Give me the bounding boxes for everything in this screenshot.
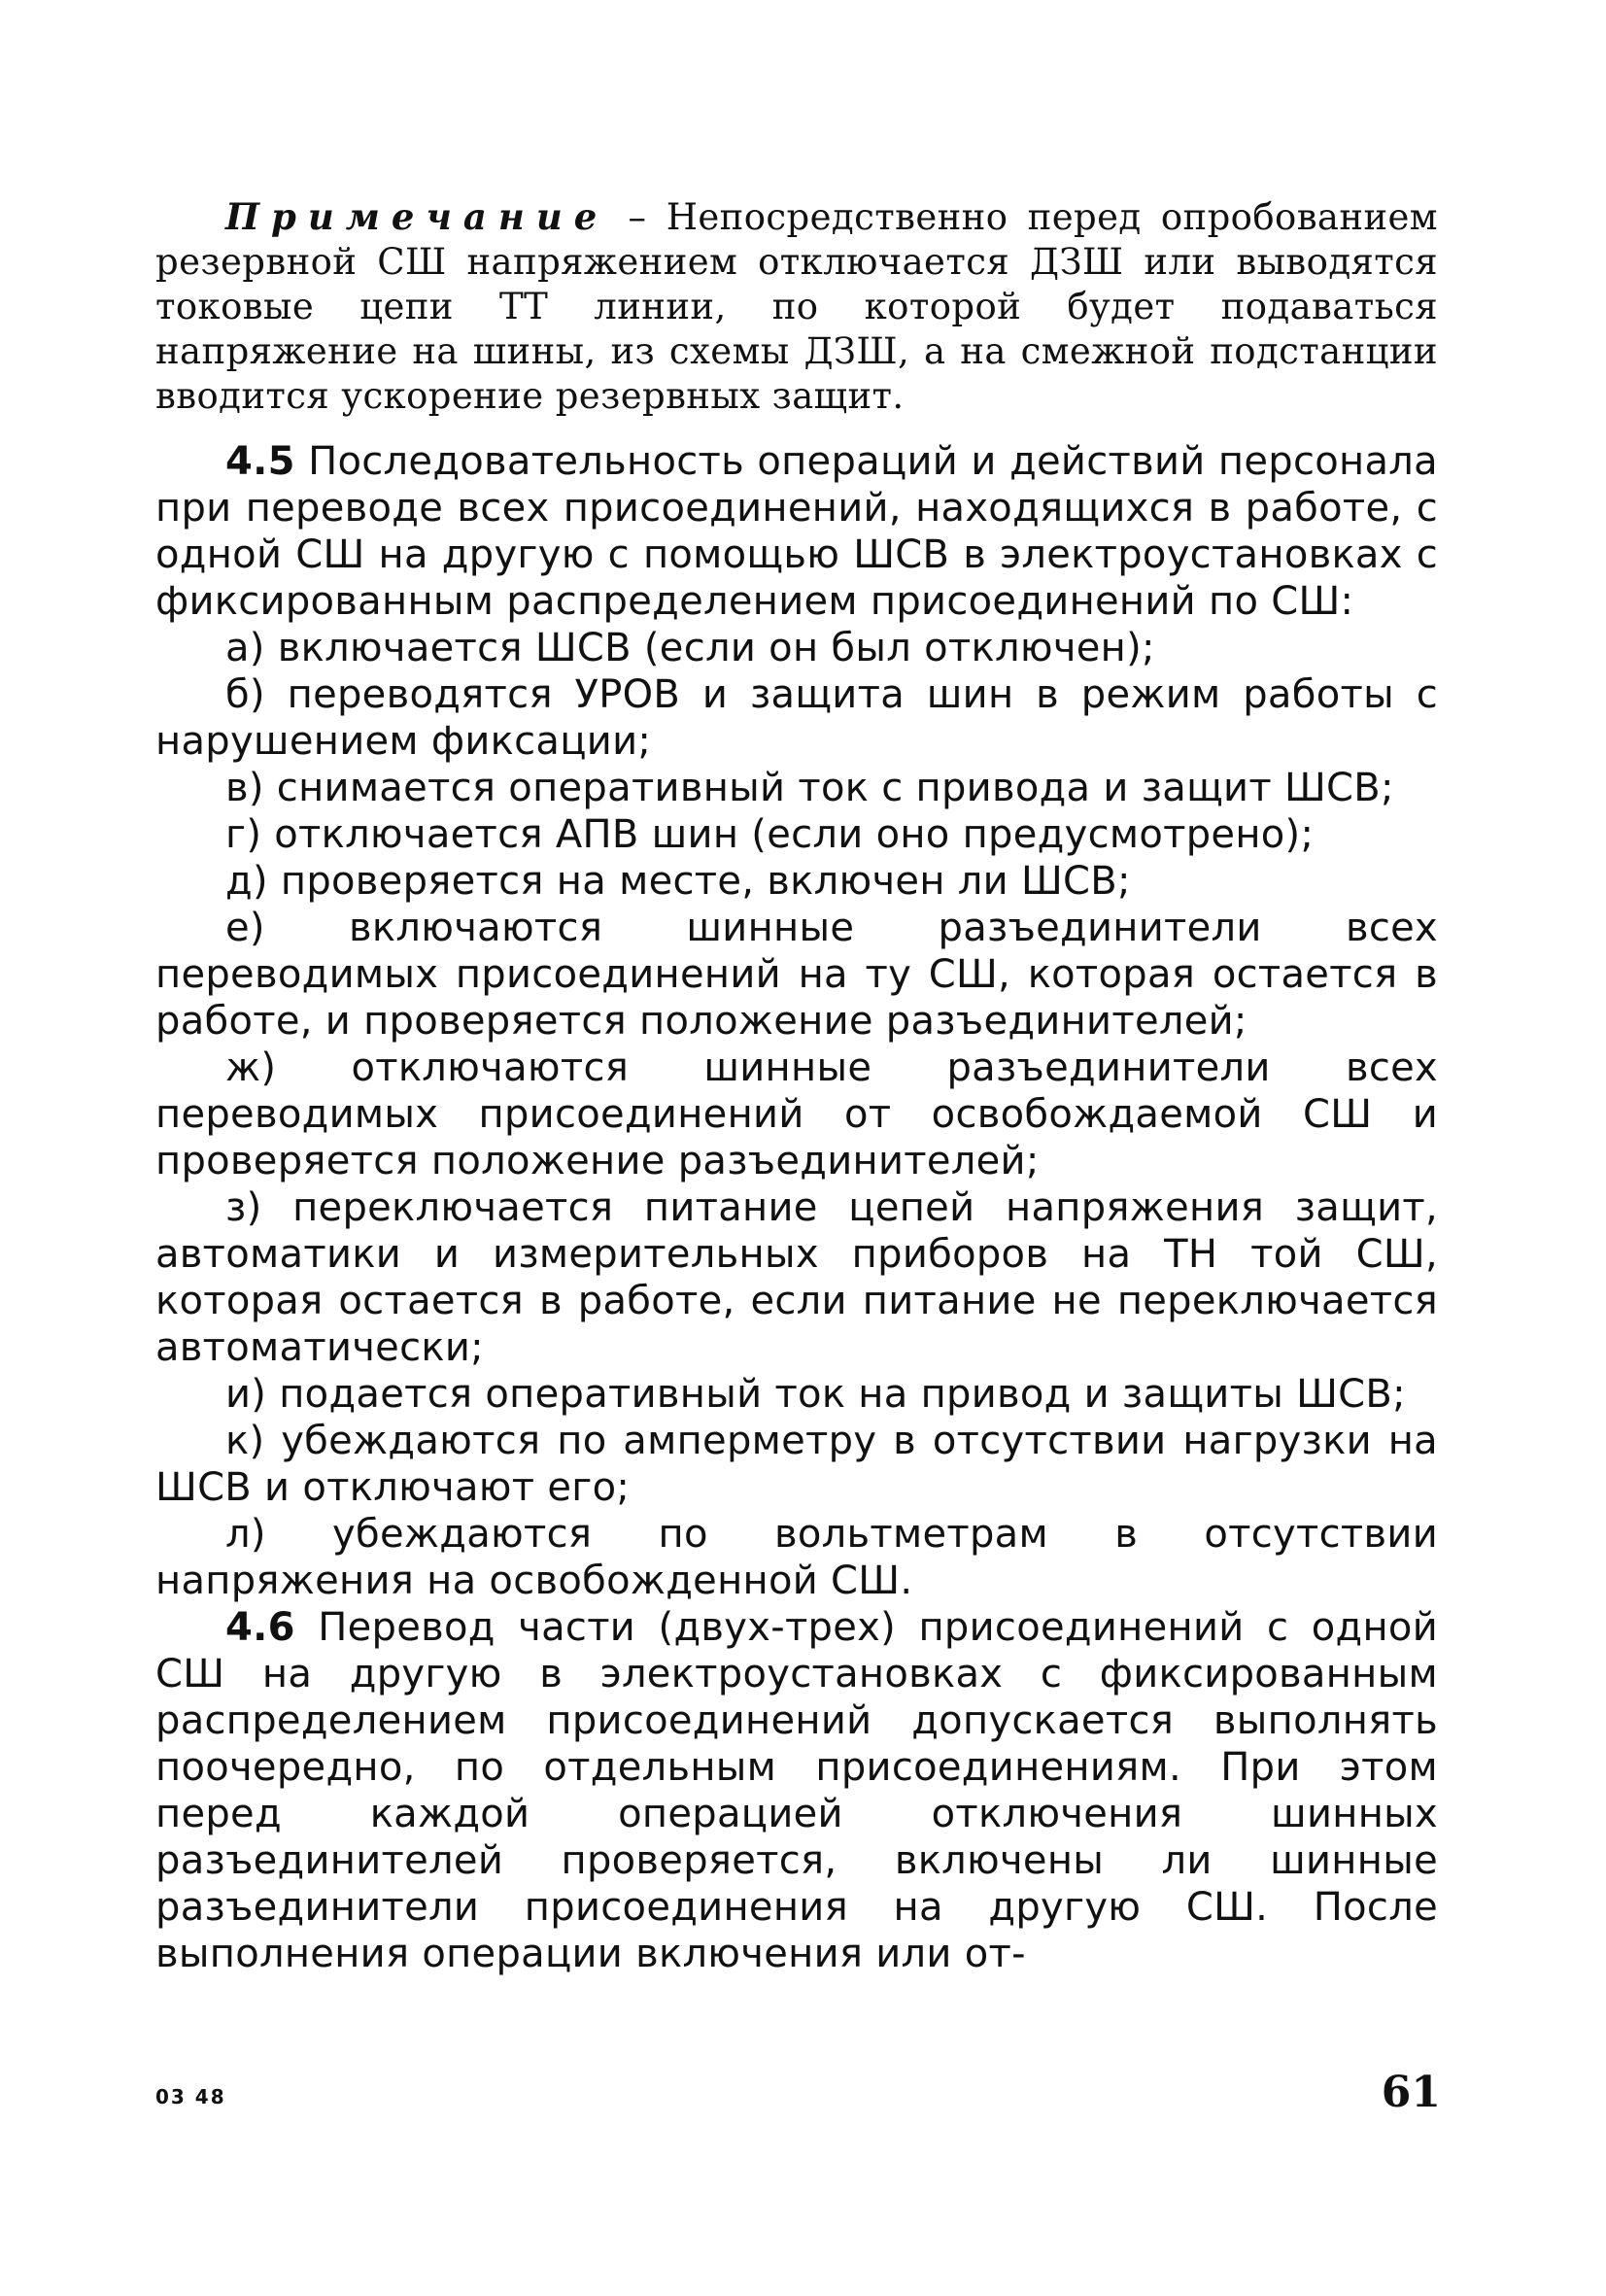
section-4-5-number: 4.5 xyxy=(225,439,295,484)
list-item-v: в) снимается оперативный ток с привода и защит ШСВ; xyxy=(225,766,1394,810)
note-paragraph xyxy=(155,194,1438,419)
section-4-6-text: Перевод части (двух-трех) присоединений с одной СШ на другую в электроустановках с фиксированным распределением присоединений допускается выполнять поочередно, по отдельным присоединениям. При этом перед каждой операцией отключения шинных разъединителей проверяется, включены ли шинные разъединители присоединения на другую СШ. После выполнения операции включения или от- xyxy=(155,1605,1438,1976)
list-item-i: и) подается оперативный ток на привод и защиты ШСВ; xyxy=(225,1372,1406,1417)
page-number: 61 xyxy=(1381,2068,1441,2117)
list-item-g: г) отключается АПВ шин (если оно предусмотрено); xyxy=(225,812,1315,857)
list-item-d: д) проверяется на месте, включен ли ШСВ; xyxy=(225,859,1131,904)
list-item-l: л) убеждаются по вольтметрам в отсутствии напряжения на освобожденной СШ. xyxy=(155,1512,1438,1603)
list-item-z: з) переключается питание цепей напряжения защит, автоматики и измерительных приборов на ТН той СШ, которая остается в работе, если питание не переключается автоматически; xyxy=(155,1185,1438,1370)
note-text: – Непосредственно перед опробованием резервной СШ напряжением отключается ДЗШ или выводятся токовые цепи ТТ линии, по которой будет подаваться напряжение на шины, из схемы ДЗШ, а на смежной подстанции вводится ускорение резервных защит. xyxy=(155,196,1438,417)
section-4-5-intro xyxy=(155,438,1438,625)
note-label: Примечание xyxy=(225,195,609,238)
list-item-b: б) переводятся УРОВ и защита шин в режим работы с нарушением фиксации; xyxy=(155,672,1438,764)
list-item-e: е) включаются шинные разъединители всех переводимых присоединений на ту СШ, которая остается в работе, и проверяется положение разъединителей; xyxy=(155,906,1438,1044)
footer-print-code: 03 48 xyxy=(155,2085,226,2108)
section-4-5-text: Последовательность операций и действий персонала при переводе всех присоединений, находящихся в работе, с одной СШ на другую с помощью ШСВ в электроустановках с фиксированным распределением присоединений по СШ: xyxy=(155,439,1438,624)
section-4-6-paragraph xyxy=(155,1604,1438,1977)
list-item-a: а) включается ШСВ (если он был отключен); xyxy=(225,626,1155,670)
list-item-zh: ж) отключаются шинные разъединители всех переводимых присоединений от освобождаемой СШ и проверяется положение разъединителей; xyxy=(155,1045,1438,1183)
document-page xyxy=(155,194,1438,1977)
section-4-6-number: 4.6 xyxy=(225,1605,295,1650)
list-item-k: к) убеждаются по амперметру в отсутствии нагрузки на ШСВ и отключают его; xyxy=(155,1419,1438,1510)
